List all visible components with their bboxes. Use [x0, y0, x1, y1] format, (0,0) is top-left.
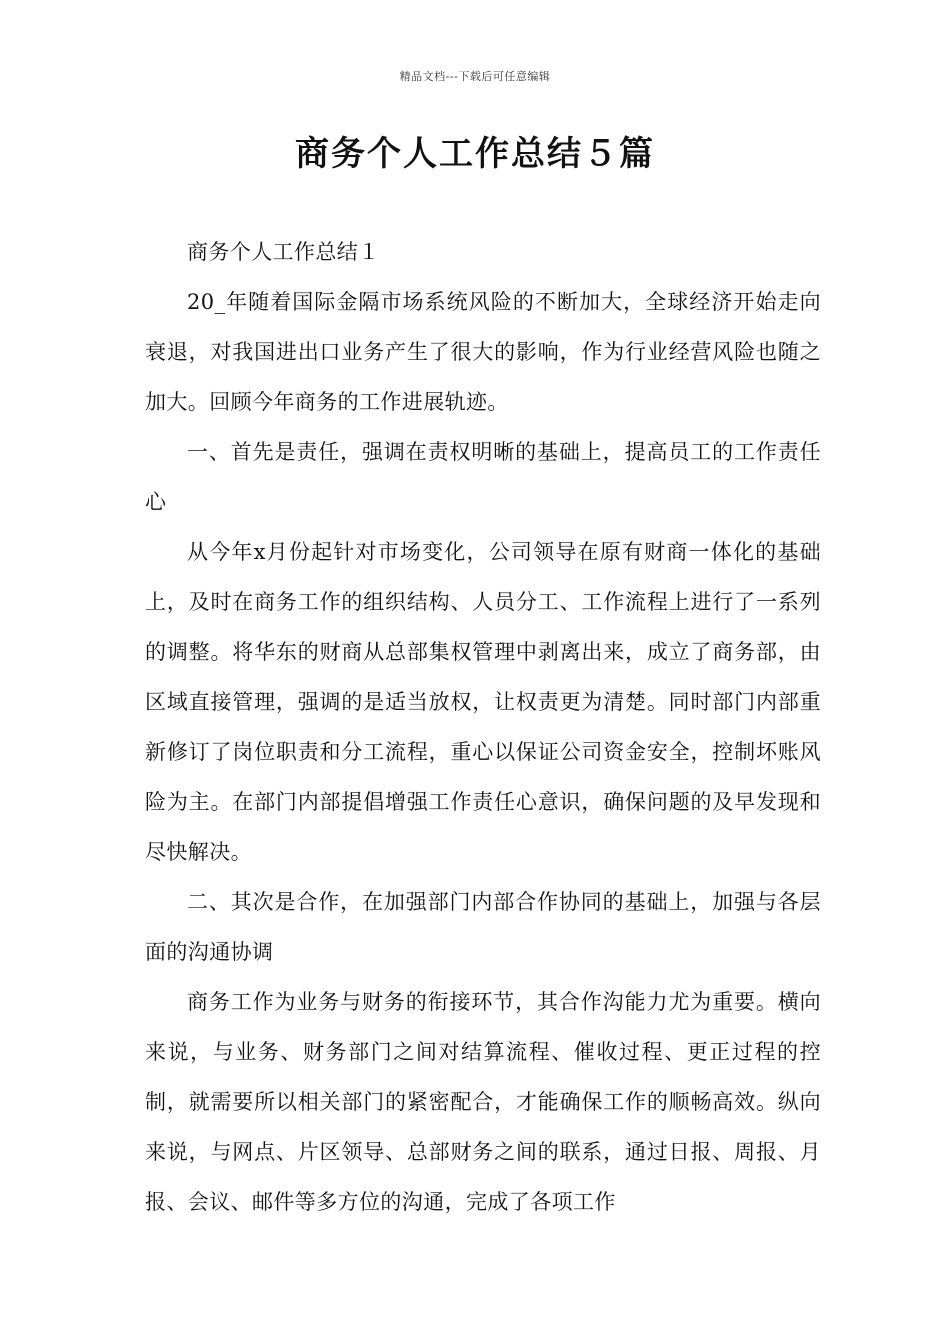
body-paragraph: 从今年x月份起针对市场变化，公司领导在原有财商一体化的基础上，及时在商务工作的组织结构、人员分工、工作流程上进行了一系列的调整。将华东的财商从总部集权管理中剥离出来，成立了商务部，由区域直接管理，强调的是适当放权，让权责更为清楚。同时部门内部重新修订了岗位职责和分工流程，重心以保证公司资金安全，控制坏账风险为主。在部门内部提倡增强工作责任心意识，确保问题的及早发现和尽快解决。 [145, 540, 821, 864]
body-paragraph: 一、首先是责任，强调在责权明晰的基础上，提高员工的工作责任心 [145, 440, 821, 514]
body-paragraph: 商务工作为业务与财务的衔接环节，其合作沟能力尤为重要。横向来说，与业务、财务部门之间对结算流程、催收过程、更正过程的控制，就需要所以相关部门的紧密配合，才能确保工作的顺畅高效。纵向来说，与网点、片区领导、总部财务之间的联系，通过日报、周报、月报、会议、邮件等多方位的沟通，完成了各项工作 [145, 990, 821, 1214]
document-title: 商务个人工作总结５篇 [295, 134, 655, 174]
document-body [145, 227, 821, 1227]
section-heading: 商务个人工作总结１ [187, 240, 380, 264]
header-note: 精品文档---下载后可任意编辑 [399, 70, 551, 83]
body-paragraph: 二、其次是合作，在加强部门内部合作协同的基础上，加强与各层面的沟通协调 [145, 890, 821, 964]
body-paragraph: 20_年随着国际金隔市场系统风险的不断加大，全球经济开始走向衰退，对我国进出口业务产生了很大的影响，作为行业经营风险也随之加大。回顾今年商务的工作进展轨迹。 [145, 290, 821, 414]
